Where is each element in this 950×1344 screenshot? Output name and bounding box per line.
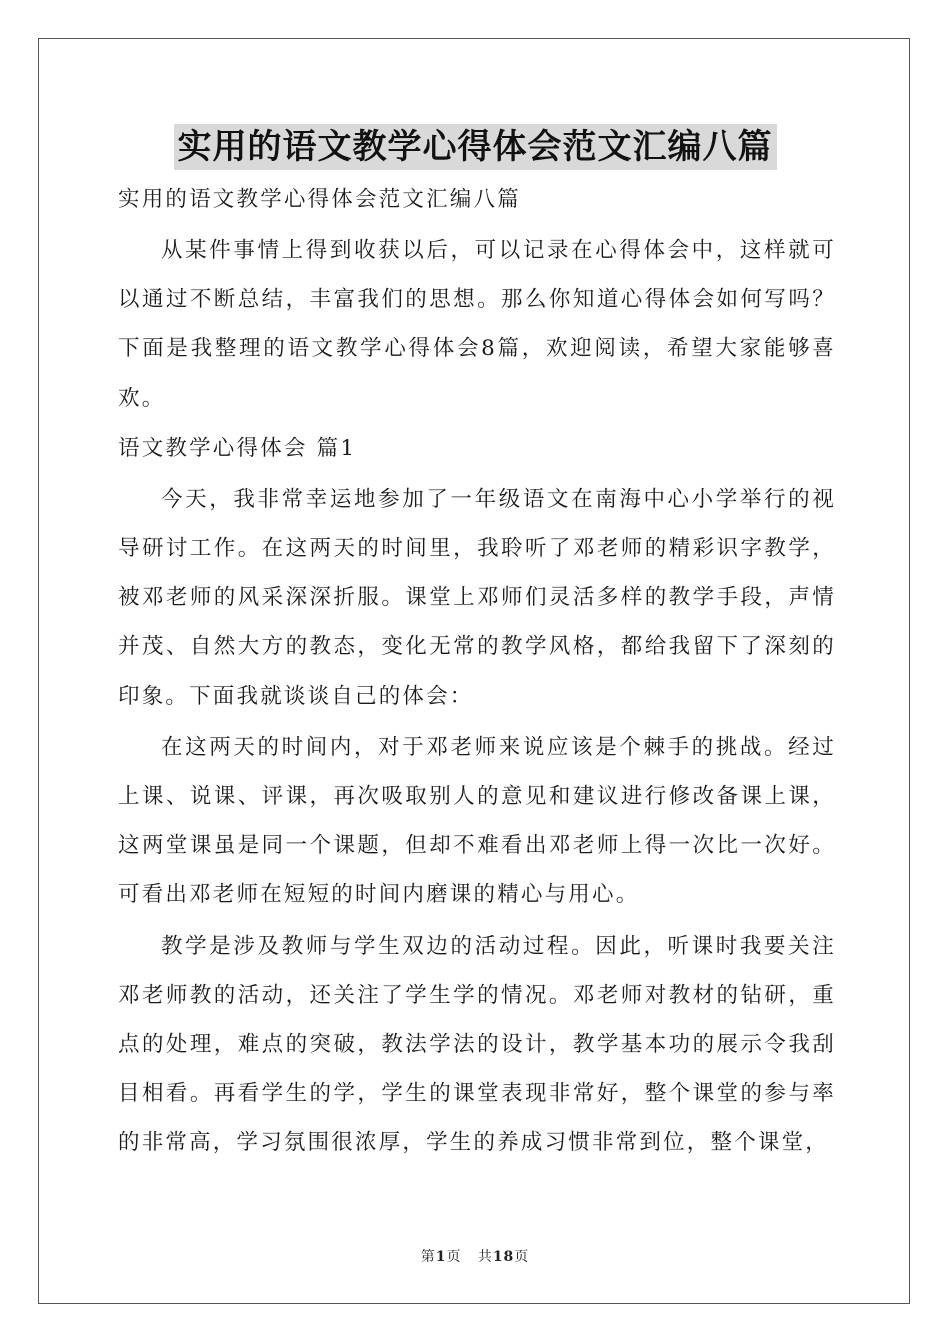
section-heading: 语文教学心得体会 篇1: [118, 435, 357, 461]
body-paragraph-3: 教学是涉及教师与学生双边的活动过程。因此，听课时我要关注邓老师教的活动，还关注了学生学的情况。邓老师对教材的钻研，重点的处理，难点的突破，教法学法的设计，教学基本功的展示令我刮目相看。再看学生的学，学生的课堂表现非常好，整个课堂的参与率的非常高，学习氛围很浓厚，学生的养成习惯非常到位，整个课堂，: [118, 933, 836, 1156]
footer-page-number: 1: [435, 1249, 447, 1265]
document-body: [118, 176, 836, 1168]
body-paragraph-1: 今天，我非常幸运地参加了一年级语文在南海中心小学举行的视导研讨工作。在这两天的时间里，我聆听了邓老师的精彩识字教学，被邓老师的风采深深折服。课堂上邓师们灵活多样的教学手段，声情并茂、自然大方的教态，变化无常的教学风格，都给我留下了深刻的印象。下面我就谈谈自己的体会：: [118, 486, 836, 709]
footer-page-suffix: 页: [446, 1249, 462, 1265]
document-title: 实用的语文教学心得体会范文汇编八篇: [174, 124, 777, 170]
footer-total-pages: 18: [492, 1249, 515, 1265]
subtitle-line: 实用的语文教学心得体会范文汇编八篇: [118, 187, 521, 212]
title-container: [0, 124, 950, 170]
footer-total-suffix: 页: [514, 1249, 530, 1265]
footer-page-prefix: 第: [420, 1249, 436, 1265]
intro-paragraph: 从某件事情上得到收获以后，可以记录在心得体会中，这样就可以通过不断总结，丰富我们的思想。那么你知道心得体会如何写吗？下面是我整理的语文教学心得体会8篇，欢迎阅读，希望大家能够喜欢。: [118, 238, 836, 411]
body-paragraph-2: 在这两天的时间内，对于邓老师来说应该是个棘手的挑战。经过上课、说课、评课，再次吸取别人的意见和建议进行修改备课上课，这两堂课虽是同一个课题，但却不难看出邓老师上得一次比一次好。可看出邓老师在短短的时间内磨课的精心与用心。: [118, 734, 836, 908]
footer-total-prefix: 共: [477, 1249, 493, 1265]
page-footer: [0, 1246, 950, 1266]
